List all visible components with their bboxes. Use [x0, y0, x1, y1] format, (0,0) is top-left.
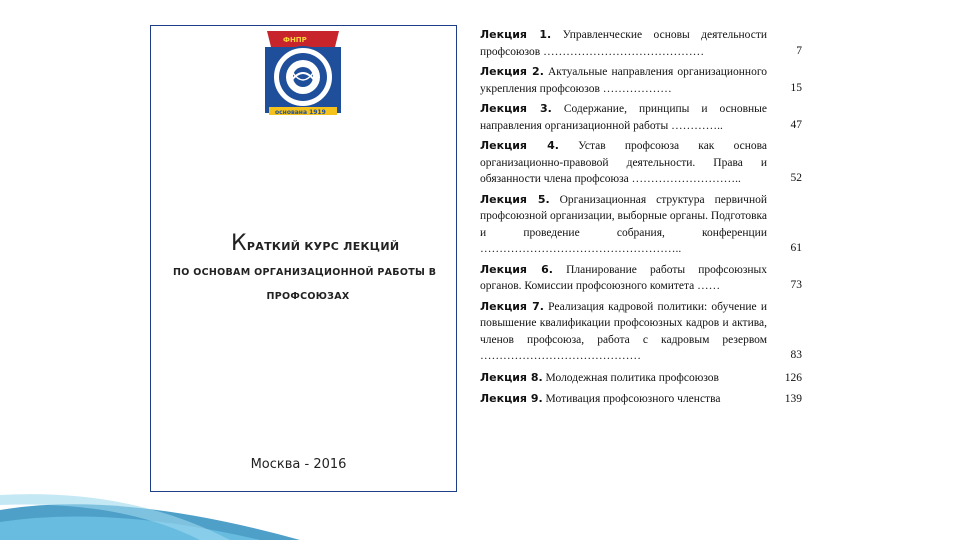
toc-entry[interactable] — [480, 64, 810, 97]
toc-entry[interactable] — [480, 299, 810, 365]
toc-entry[interactable] — [480, 370, 810, 387]
toc-page-number: 7 — [796, 44, 802, 57]
toc-lecture-label: Лекция 2. — [480, 65, 544, 78]
toc-lecture-title: Устав профсоюза как основа организационно-правовой деятельности. Права и обязанности члена профсоюза ……………………….. — [480, 140, 768, 185]
toc-lecture-title: Мотивация профсоюзного членства — [545, 393, 721, 405]
toc-lecture-title: Молодежная политика профсоюзов — [545, 371, 719, 384]
table-of-contents — [480, 27, 810, 412]
toc-lecture-title: Организационная структура первичной профсоюзной организации, выборные органы. Подготовка и проведение собрания, конференции …………………………………………….. — [480, 193, 768, 255]
toc-lecture-title: Планирование работы профсоюзных органов. Комиссии профсоюзного комитета …… — [480, 263, 767, 292]
toc-entry-text — [480, 64, 767, 97]
toc-entry-text — [480, 299, 767, 365]
toc-lecture-label: Лекция 4. — [480, 139, 559, 152]
toc-lecture-label: Лекция 7. — [480, 299, 544, 313]
toc-lecture-label: Лекция 9. — [480, 392, 543, 405]
toc-lecture-title: Реализация кадровой политики: обучение и повышение квалификации профсоюзных кадров и актива, членов профсоюза, работа с кадровым резервом …………………………………… — [480, 300, 767, 362]
toc-page-number: 83 — [790, 349, 802, 361]
cover-subtitle-line2: ПРОФСОЮЗАХ — [266, 291, 350, 302]
toc-entry-text — [480, 101, 767, 134]
toc-entry[interactable] — [480, 27, 810, 60]
toc-page-number: 61 — [790, 242, 802, 254]
toc-entry-text — [480, 370, 767, 387]
toc-lecture-title: Актуальные направления организационного укрепления профсоюзов ……………… — [480, 66, 768, 95]
emblem-top-text: ФНПР — [283, 36, 307, 44]
toc-entry[interactable] — [480, 138, 810, 188]
cover-title-rest: РАТКИЙ КУРС ЛЕКЦИЙ — [246, 240, 400, 253]
toc-lecture-title: Содержание, принципы и основные направления организационной работы ………….. — [480, 103, 767, 132]
toc-entry[interactable] — [480, 192, 810, 258]
toc-lecture-label: Лекция 8. — [480, 370, 543, 384]
toc-page-number: 126 — [784, 371, 802, 384]
toc-lecture-label: Лекция 6. — [480, 262, 553, 276]
toc-entry-text — [480, 391, 767, 408]
toc-page-number: 47 — [790, 118, 802, 131]
emblem-bottom-text: основана 1919 — [275, 109, 326, 116]
toc-page-number: 15 — [790, 81, 802, 94]
toc-page-number: 52 — [790, 172, 802, 184]
cover-title — [231, 231, 451, 256]
toc-entry-text — [480, 262, 767, 295]
academy-emblem-icon — [261, 27, 345, 119]
toc-lecture-label: Лекция 3. — [480, 102, 552, 115]
toc-entry[interactable] — [480, 101, 810, 134]
toc-entry[interactable] — [480, 391, 810, 408]
toc-entry-text — [480, 138, 767, 188]
book-cover — [150, 25, 457, 492]
toc-lecture-title: Управленческие основы деятельности профсоюзов …………………………………… — [480, 29, 768, 58]
toc-page-number: 139 — [784, 393, 802, 405]
toc-page-number: 73 — [790, 279, 802, 291]
toc-entry-text — [480, 27, 767, 60]
decorative-corner-swoosh — [0, 450, 300, 540]
toc-entry[interactable] — [480, 262, 810, 295]
toc-lecture-label: Лекция 1. — [480, 28, 552, 41]
cover-city-year: Москва - 2016 — [250, 457, 347, 472]
cover-title-initial: К — [231, 231, 247, 256]
toc-lecture-label: Лекция 5. — [480, 192, 550, 206]
toc-entry-text — [480, 192, 767, 258]
cover-subtitle-line1: ПО ОСНОВАМ ОРГАНИЗАЦИОННОЙ РАБОТЫ В — [173, 267, 437, 278]
